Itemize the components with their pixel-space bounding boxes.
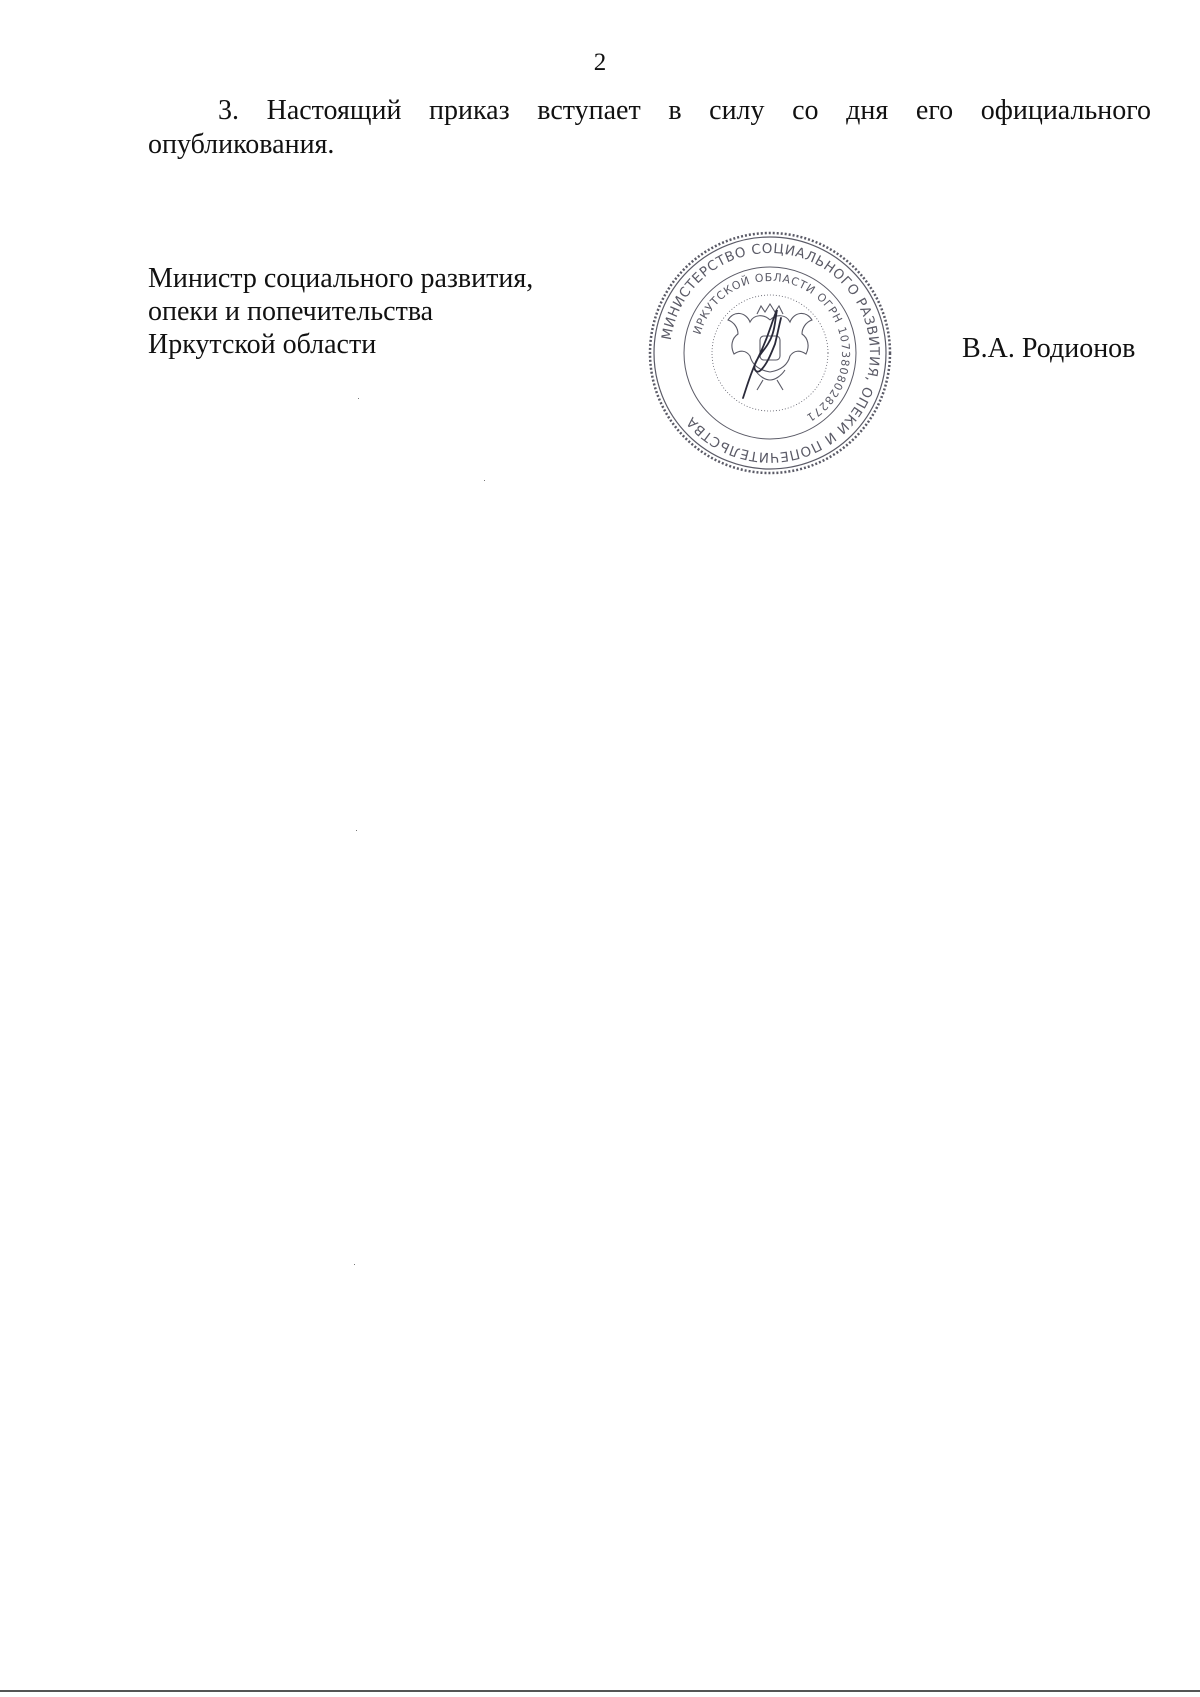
seal-outer-ring (650, 233, 890, 473)
order-clause-3: 3. Настоящий приказ вступает в силу со дня его официального опубликования. (148, 95, 1151, 160)
bottom-rule (0, 1690, 1200, 1692)
signer-position-line-2: опеки и попечительства (148, 296, 434, 327)
seal-outer-text: МИНИСТЕРСТВО СОЦИАЛЬНОГО РАЗВИТИЯ, ОПЕКИ И ПОПЕЧИТЕЛЬСТВА (658, 240, 883, 466)
signer-position-line-3: Иркутской области (148, 329, 377, 360)
seal-inner-text: ИРКУТСКОЙ ОБЛАСТИ ОГРН 1073808028271 (690, 270, 853, 425)
scan-speck (356, 830, 357, 831)
scan-speck (354, 1264, 355, 1265)
seal-middle-ring (684, 267, 856, 439)
seal-inner-ring (712, 295, 828, 411)
signer-position-line-1: Министр социального развития, (148, 263, 534, 294)
signer-position (148, 262, 533, 361)
page-number: 2 (593, 49, 607, 76)
eagle-emblem-icon (728, 304, 812, 390)
official-seal-graphic (645, 228, 895, 478)
official-seal (645, 228, 895, 478)
scan-speck (484, 480, 485, 481)
signer-name: В.А. Родионов (962, 333, 1136, 364)
scan-speck (358, 398, 359, 399)
